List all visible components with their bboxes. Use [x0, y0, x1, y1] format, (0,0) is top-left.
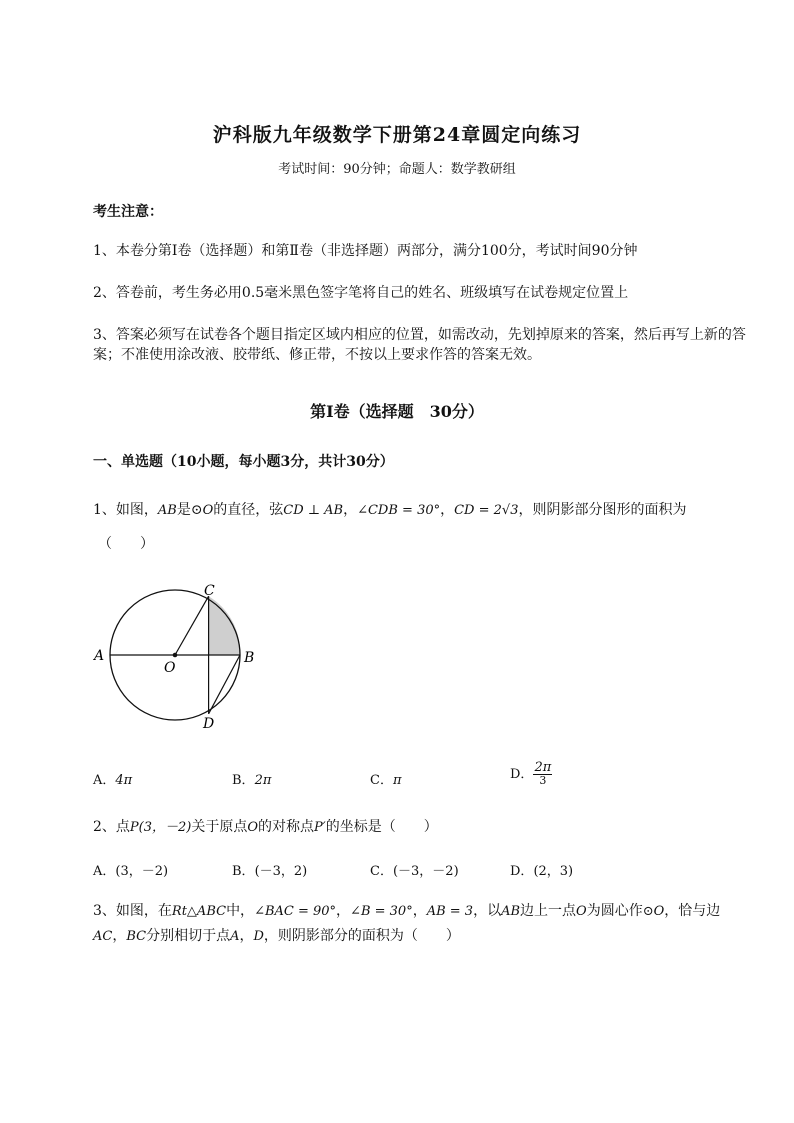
q3-text: ， [239, 928, 254, 944]
q1-option-c[interactable] [370, 769, 402, 788]
q2-text: 关于原点 [191, 819, 248, 835]
q3-ab: AB [501, 904, 521, 919]
notice-item-3: 3、答案必须写在试卷各个题目指定区域内相应的位置，如需改动，先划掉原来的答案，然后再写上新的答案；不准使用涂改液、胶带纸、修正带，不按以上要求作答的答案无效。 [93, 327, 746, 363]
q1-o: O [202, 503, 214, 518]
q1-cd: CD = 2√3 [454, 503, 519, 518]
q1-text: 是⊙ [176, 502, 203, 518]
q3-text: ， [112, 928, 127, 944]
q3-text: ，以 [473, 903, 502, 919]
q1-segment-db [209, 655, 240, 714]
q3-ab-length: AB = 3 [426, 904, 474, 919]
q1-center-point [173, 653, 178, 658]
option-letter: A． [93, 773, 116, 788]
q1-perp: CD ⊥ AB [283, 503, 344, 518]
option-letter: B． [232, 864, 255, 879]
q3-ac: AC [93, 929, 113, 944]
q2-text: 2、点 [93, 819, 130, 835]
notice-heading: 考生注意： [93, 204, 163, 220]
q3-angle-b: ∠B = 30° [350, 904, 413, 919]
notice-item-1: 1、本卷分第I卷（选择题）和第Ⅱ卷（非选择题）两部分，满分100分，考试时间90分钟 [93, 243, 638, 259]
option-letter: D． [510, 767, 534, 782]
q3-bc: BC [126, 929, 147, 944]
q1-figure [90, 578, 270, 738]
q1-label-o: O [164, 660, 176, 676]
q1-text: ，则阴影部分图形的面积为 [518, 502, 687, 518]
q1-shaded-region [209, 596, 240, 655]
option-value: (－3，－2) [392, 864, 459, 879]
q1-radius-oc [175, 596, 209, 655]
q1-label-a: A [94, 648, 105, 664]
q1-label-d: D [203, 716, 215, 732]
q1-option-d[interactable] [510, 762, 552, 787]
exam-info: 考试时间：90分钟；命题人：数学教研组 [278, 162, 516, 177]
q2-option-b[interactable] [232, 860, 307, 879]
q2-o: O [247, 820, 259, 835]
q2-option-c[interactable] [370, 860, 459, 879]
section-title: 第I卷（选择题 30分） [310, 402, 484, 421]
option-fraction [533, 762, 552, 787]
q1-ab: AB [157, 503, 177, 518]
option-value: (－3，2) [254, 864, 308, 879]
option-value: 4π [115, 773, 133, 788]
q1-label-b: B [244, 650, 255, 666]
q1-text: ， [440, 502, 455, 518]
q1-text: 1、如图， [93, 502, 158, 518]
q1-option-b[interactable] [232, 769, 271, 788]
q1-angle: ∠CDB = 30° [357, 503, 441, 518]
q3-text: 3、如图，在 [93, 903, 172, 919]
option-letter: C． [370, 864, 393, 879]
q3-point-a: A [230, 929, 240, 944]
option-letter: C． [370, 773, 393, 788]
q3-text: 边上一点 [520, 903, 577, 919]
q1-text: 的直径，弦 [213, 502, 284, 518]
q3-angle-bac: ∠BAC = 90° [254, 904, 337, 919]
q3-text: ，则阴影部分的面积为（ ） [263, 928, 460, 944]
fraction-denominator: 3 [539, 774, 547, 787]
q3-text: 中， [226, 903, 255, 919]
part-title: 一、单选题（10小题，每小题3分，共计30分） [93, 454, 394, 470]
q2-pp: P′ [314, 820, 326, 835]
notice-item-2: 2、答卷前，考生务必用0.5毫米黑色签字笔将自己的姓名、班级填写在试卷规定位置上 [93, 285, 629, 301]
q3-text: ， [336, 903, 351, 919]
q2-text: 的对称点 [258, 819, 315, 835]
q2-p: P(3，－2) [129, 820, 192, 835]
q1-answer-paren: （ ） [98, 536, 154, 552]
q2-option-d[interactable] [510, 860, 573, 879]
question-2-stem [93, 816, 438, 836]
q3-text: ， [412, 903, 427, 919]
q3-o: O [576, 904, 587, 919]
page-title: 沪科版九年级数学下册第24章圆定向练习 [212, 124, 582, 146]
q2-option-a[interactable] [93, 860, 168, 879]
option-value: (3，－2) [115, 864, 169, 879]
q3-point-d: D [253, 929, 264, 944]
option-value: (2，3) [533, 864, 574, 879]
option-letter: D． [510, 864, 534, 879]
q1-option-a[interactable] [93, 769, 132, 788]
option-value: 2π [254, 773, 272, 788]
q3-circle: ⊙O [642, 904, 665, 919]
q3-triangle: Rt△ABC [171, 904, 227, 919]
q2-text: 的坐标是（ ） [325, 819, 438, 835]
question-1-stem [93, 499, 686, 519]
q3-text: 为圆心作 [586, 903, 643, 919]
q1-text: ， [343, 502, 358, 518]
q1-label-c: C [204, 583, 215, 599]
fraction-numerator: 2π [534, 760, 552, 775]
question-3-stem [93, 899, 753, 949]
option-value: π [392, 773, 402, 788]
q3-text: 分别相切于点 [146, 928, 231, 944]
option-letter: B． [232, 773, 255, 788]
option-letter: A． [93, 864, 116, 879]
q3-text: ，恰与边 [664, 903, 721, 919]
